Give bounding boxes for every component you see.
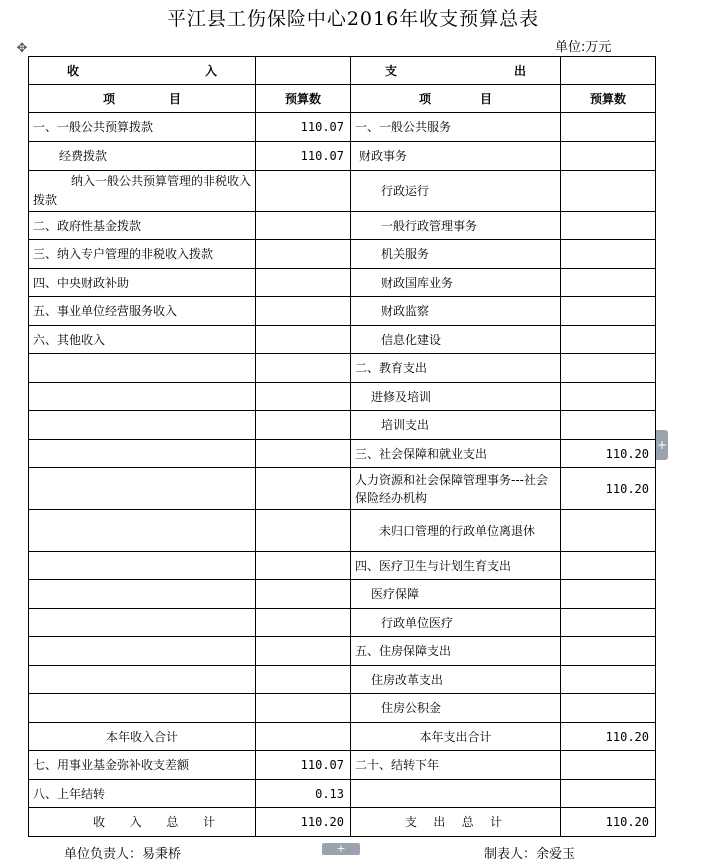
plus-icon[interactable]: +: [656, 430, 668, 460]
income-value: [256, 637, 351, 666]
income-value: [256, 354, 351, 383]
income-value: [256, 666, 351, 694]
income-item: [29, 510, 256, 552]
table-row: [29, 240, 656, 269]
income-item: 纳入一般公共预算管理的非税收入拨款: [29, 171, 256, 212]
income-item: 二、政府性基金拨款: [29, 212, 256, 240]
income-value: [256, 326, 351, 354]
expense-item: 进修及培训: [351, 383, 561, 411]
expense-value: [561, 240, 656, 269]
table-row: [29, 609, 656, 637]
unit-label: 单位:万元: [555, 40, 612, 55]
income-item: 一、一般公共预算拨款: [29, 113, 256, 142]
income-item-header: 项 目: [29, 85, 256, 113]
table-row: [29, 637, 656, 666]
income-value: 110.07: [256, 142, 351, 171]
income-item: 五、事业单位经营服务收入: [29, 297, 256, 326]
income-item: 八、上年结转: [29, 780, 256, 808]
table-row: [29, 142, 656, 171]
expense-value: [561, 411, 656, 440]
expense-total-label: 支 出 总 计: [351, 808, 561, 837]
expense-item: 四、医疗卫生与计划生育支出: [351, 552, 561, 580]
income-header: 收 入: [29, 57, 256, 85]
income-value: [256, 510, 351, 552]
table-row: [29, 171, 656, 212]
income-item: [29, 440, 256, 468]
expense-value: [561, 637, 656, 666]
expense-value: [561, 609, 656, 637]
income-item: [29, 383, 256, 411]
income-item: 经费拨款: [29, 142, 256, 171]
expense-item: 财政事务: [351, 142, 561, 171]
table-row: [29, 552, 656, 580]
expense-item: 三、社会保障和就业支出: [351, 440, 561, 468]
header-row-sub: [29, 85, 656, 113]
expense-value: [561, 171, 656, 212]
expense-value: 110.20: [561, 440, 656, 468]
income-value: [256, 580, 351, 609]
income-value: [256, 269, 351, 297]
expense-value: [561, 580, 656, 609]
income-item: [29, 354, 256, 383]
unit-head: 单位负责人：易秉桥: [64, 847, 182, 862]
expense-value: [561, 780, 656, 808]
expense-value: [561, 212, 656, 240]
income-subtotal-value: [256, 723, 351, 751]
total-row: [29, 808, 656, 837]
expense-item: 住房公积金: [351, 694, 561, 723]
expense-item: 一、一般公共服务: [351, 113, 561, 142]
expense-value: [561, 297, 656, 326]
expense-item: 住房改革支出: [351, 666, 561, 694]
expense-item: [351, 780, 561, 808]
income-item: [29, 411, 256, 440]
table-row: [29, 326, 656, 354]
expense-item-header: 项 目: [351, 85, 561, 113]
table-maker: 制表人：余爱玉: [484, 847, 576, 862]
income-value: 110.07: [256, 113, 351, 142]
expense-item: 一般行政管理事务: [351, 212, 561, 240]
plus-icon[interactable]: +: [322, 843, 360, 855]
income-budget-header: 预算数: [256, 85, 351, 113]
expense-value: [561, 383, 656, 411]
table-row: [29, 411, 656, 440]
expense-item: 人力资源和社会保障管理事务---社会保险经办机构: [351, 468, 561, 510]
income-value: [256, 212, 351, 240]
income-total-label: 收 入 总 计: [29, 808, 256, 837]
table-row: [29, 580, 656, 609]
income-item: [29, 666, 256, 694]
expense-total-value: 110.20: [561, 808, 656, 837]
income-value: [256, 609, 351, 637]
expense-item: 培训支出: [351, 411, 561, 440]
income-item: [29, 609, 256, 637]
page-title: 平江县工伤保险中心2016年收支预算总表: [166, 8, 540, 30]
table-row: [29, 468, 656, 510]
table-row: [29, 383, 656, 411]
expense-item: 信息化建设: [351, 326, 561, 354]
table-row: [29, 113, 656, 142]
table-row: [29, 297, 656, 326]
table-row: [29, 212, 656, 240]
income-total-value: 110.20: [256, 808, 351, 837]
income-item: 七、用事业基金弥补收支差额: [29, 751, 256, 780]
income-header-blank: [256, 57, 351, 85]
expense-item: 五、住房保障支出: [351, 637, 561, 666]
income-value: [256, 694, 351, 723]
income-value: [256, 171, 351, 212]
income-value: [256, 440, 351, 468]
budget-table: [28, 56, 656, 837]
table-row: [29, 666, 656, 694]
subtotal-row: [29, 723, 656, 751]
expense-item: 医疗保障: [351, 580, 561, 609]
expense-header: 支 出: [351, 57, 561, 85]
income-value: [256, 468, 351, 510]
expense-value: 110.20: [561, 468, 656, 510]
income-item: [29, 637, 256, 666]
move-handle-icon[interactable]: ✥: [16, 41, 28, 56]
expense-value: [561, 694, 656, 723]
table-row: [29, 751, 656, 780]
income-item: [29, 552, 256, 580]
income-item: 四、中央财政补助: [29, 269, 256, 297]
income-value: [256, 411, 351, 440]
income-value: 0.13: [256, 780, 351, 808]
expense-item: 财政国库业务: [351, 269, 561, 297]
expense-item: 机关服务: [351, 240, 561, 269]
expense-value: [561, 142, 656, 171]
table-row: [29, 694, 656, 723]
expense-subtotal-value: 110.20: [561, 723, 656, 751]
income-value: [256, 297, 351, 326]
expense-budget-header: 预算数: [561, 85, 656, 113]
table-row: [29, 354, 656, 383]
table-row: [29, 510, 656, 552]
table-row: [29, 440, 656, 468]
income-item: 六、其他收入: [29, 326, 256, 354]
header-row-main: [29, 57, 656, 85]
expense-value: [561, 326, 656, 354]
income-item: 三、纳入专户管理的非税收入拨款: [29, 240, 256, 269]
income-value: [256, 240, 351, 269]
income-value: [256, 552, 351, 580]
expense-value: [561, 354, 656, 383]
income-item: [29, 580, 256, 609]
income-item: [29, 468, 256, 510]
expense-item: 财政监察: [351, 297, 561, 326]
expense-item: 行政运行: [351, 171, 561, 212]
expense-value: [561, 552, 656, 580]
expense-value: [561, 666, 656, 694]
expense-item: 未归口管理的行政单位离退休: [351, 510, 561, 552]
expense-item: 二、教育支出: [351, 354, 561, 383]
expense-value: [561, 113, 656, 142]
income-item: [29, 694, 256, 723]
expense-value: [561, 751, 656, 780]
expense-value: [561, 269, 656, 297]
expense-item: 行政单位医疗: [351, 609, 561, 637]
income-value: 110.07: [256, 751, 351, 780]
income-subtotal-label: 本年收入合计: [29, 723, 256, 751]
table-row: [29, 269, 656, 297]
expense-subtotal-label: 本年支出合计: [351, 723, 561, 751]
table-row: [29, 780, 656, 808]
expense-item: 二十、结转下年: [351, 751, 561, 780]
income-value: [256, 383, 351, 411]
expense-header-blank: [561, 57, 656, 85]
expense-value: [561, 510, 656, 552]
